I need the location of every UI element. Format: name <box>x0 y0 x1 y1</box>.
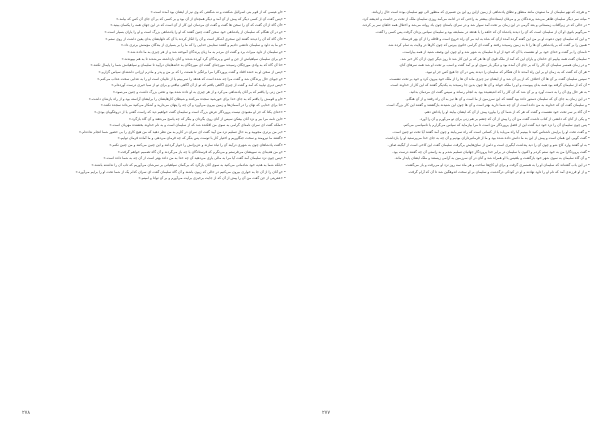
paragraph: • در حالی که در زیرآفتاب زمستانی و بعد گرمی در این زمان بر تخت آمد سوار شد و در سرای باستان چون باد روانه می‌شد و اختلال همه خلقان سر بر کردند. <box>361 23 590 28</box>
paragraph: • «خدای یکتا که جز او معبودی نیست پروردگار عرش بزرگ است و سلیمان گفت خواهیم دید که راست گفتی یا از دروغگویان بودی.» <box>94 109 286 114</box>
paragraph: • «من زنی را یافتم که بر آنان پادشاهی می‌کرد و از هر چیزی به او داده شده بود و تختی بزرگ داشت و چنین می‌نمود.» <box>112 89 286 94</box>
paragraph: • «آن گاه از آن گفت که آن را سخن ها گفت و گفت ای مردمان این کار از آن است که در این جهان همه را یکسان بینید.» <box>110 23 286 28</box>
paragraph: • و این که سلیمان چون دعوت او بر من این گفته گرده آمده ازآن که شاه به ابد مر آن راه خروج است و قافله را از آن بهر فرستاد. <box>400 36 590 41</box>
paragraph: • «عفریتی از جن گفت من آن را پیش از آن که از جایت برخیزی برایت می‌آورم و بر آن توانا و امینم.» <box>138 176 286 181</box>
paragraph: • «و ما به داود و سلیمان دانشی دادیم و گفتند ستایش خدایی را که ما را بر بسیاری از بندگان مؤمنش برتری داد.» <box>120 43 286 48</box>
paragraph: • و هرچه که نهو سلیمان از ما ستودن مانند منطق و نطاق پادشاهی از زمین ازاین رو این بن ضمیری که منظور الی نهو سلیمان بوده است حال زاریانند. <box>371 10 590 14</box>
left-page-number: ۲۷۸ <box>22 410 31 416</box>
paragraph: • میانه سر دیگر سلیمان ظاهر می‌شد پرنده‌گان بر و مرغان ایستاده‌ای بیشتر به راحتی که در ادامه می‌آمد روزی سلیمان ملک از تخت بر خاست و اندیشه کرد. <box>362 16 590 21</box>
paragraph: • «تا آن گاه که به وادی مورچگان رسیدند مورچه‌ای گفت ای مورچگان به خانه‌هایتان درآیید تا سلیمان و سپاهیانش شما را پایمال نکنند.» <box>90 63 286 68</box>
paragraph: • آن که از سلیمان گرفته بود همه بدان پیوست و او را ملکه خواند و آن ها چون بدین جا رسیدند به یکدیگر گفتند که این کار از خداوند است. <box>389 83 590 88</box>
right-page <box>322 10 590 406</box>
paragraph: • «او عیسی که از قوم بنی اسرائیل شکفت و نه شگفتی که وی نیز از ایشان بود آمده است.» <box>150 10 286 14</box>
paragraph: • و یکی از آنان که دانشی از کتاب داشت گفت من آن را پیش از آن که چشم بر هم زنی برای تو می‌آورم و آن را آورد. <box>419 116 590 121</box>
paragraph: • «ملکه گفت ای سران نامه‌ای گرامی به سوی من افکنده شد که از سلیمان است و به نام خداوند بخشنده مهربان است.» <box>109 123 286 128</box>
paragraph: • به او گفتند وارد کاخ شو و چون آن را دید پنداشت آبگیری است و دامن از ساق‌هایش برگرفت سلیمان گفت این کاخی است از آبگینه صاف. <box>387 143 590 148</box>
paragraph: • «آن گاه که آن را دیدند گفتند این سحری آشکار است و آن را انکار کردند با آن که دلهایشان بدان یقین داشت از روی ستم.» <box>105 36 286 41</box>
paragraph: • «گفت پادشاهان چون به شهری درآیند آن را تباه سازند و عزیزانش را خوار گردانند و این چنین می‌کنند و من چنین نکنم.» <box>109 143 286 148</box>
left-page <box>18 10 286 406</box>
paragraph: • می‌گویم بانوی او آن از سلیمان است که آن را دیدند پادشاه آن که خلقه را با هدهد در مسابقه بود و سلیمان سپاس یزدان گرفت پس کسی را گفت. <box>375 29 590 34</box>
paragraph: • «و جویای حال پرندگان شد و گفت مرا چه شده است که هدهد را نمی‌بینم یا از غایبان است او را به عذابی سخت عذاب می‌کنم.» <box>97 76 286 81</box>
paragraph: • و سلیمان گفت آن که خداوند به من داده است از آن چه شما دارید بهتر است و آن ها چون این شنیدند بازگشتند و گفتند این کار بزرگ است. <box>386 103 590 108</box>
paragraph: • «این نامه مرا ببر و نزد آنان بیفکن سپس از آنان روی بگردان و بنگر که چه پاسخ می‌دهند و آن گاه بازگرد.» <box>128 116 286 121</box>
paragraph: • «پس از سخن او به خنده افتاد و گفت پروردگارا مرا برانگیز تا نعمتت را که بر من و پدر و مادرم ارزانی داشته‌ای سپاس گزارم.» <box>98 69 286 74</box>
paragraph: • «بر من برتری مجویید و به حال تسلیم نزد من آیید گفت ای سران در کارم به من نظر دهید که من هیچ کاری را بی حضور شما انجام نداده‌ام.» <box>78 129 286 134</box>
paragraph: • پس چون سلیمان آن را نزد خود دید گفت این از فضل پروردگار من است تا مرا بیازماید که سپاس می‌گزارم یا ناسپاسی می‌کنم. <box>402 123 590 128</box>
paragraph: • «تا برای خدایی که نهان را در آسمان‌ها و زمین بیرون می‌آورد و آن چه را پنهان می‌دارید و آشکار می‌کنید می‌داند سجده نکنند.» <box>100 103 286 108</box>
paragraph: • آن گاه بر سر تخت خود نشست و گفت که هر که از شما آن را بیاورد پیش از آن که ایشان بیایند او را پاداش دهم. <box>423 109 590 114</box>
paragraph: • «پس گفت آن از کسی دیگر که پیش از آن آمد و دیگر همچنان از آن بود و بر کسی که بر آن جای آن کس که بیامد.» <box>116 16 286 21</box>
paragraph: • هر آن که گفت که به زمان او بر این راه آمدند تا آن هنگام که سلیمان را دیدند پس در آن جا هیچ کس جز او نبود. <box>425 69 590 74</box>
paragraph: • نامه‌ای را بر گفت و خدای خود بر او نشست با آن که خود از او تا سلیمان به شهر شد و او چون این وصف شنید از همه بیاراست. <box>402 49 590 54</box>
paragraph: • همین را بر گفت که بر پادشاهی آن ها را تا به زمین رسیدند رفتند و گفت ای گرامی خاتون بپرس که چون کارها در ولایت به تمام کرده شد. <box>387 43 590 48</box>
paragraph: • و آن گاه سلیمان به سوی شهر خود بازگشت و بلقیس با او همراه شد و آنان در آن سرزمین به آرامی زیستند و ملک ایشان پایدار ماند. <box>394 156 590 161</box>
paragraph: • «و برای سلیمان سپاهیانش از جن و انس و پرندگان گرد آورده شدند و آنان بازداشته می‌شدند تا به هم بپیوندند.» <box>121 56 286 61</box>
paragraph: • به هر حال وی آن را به دست آورد و بر آن شد که آن کار را که اندیشیده بود به انجام رساند و سپس گفت ای مردمان بدانید. <box>409 89 590 94</box>
paragraph: • و گفت تخت او را برایش ناشناس کنید تا ببینیم آیا راه می‌یابد یا از کسانی است که راه نمی‌یابند و چون آمد گفتند آیا تخت تو چنین است. <box>392 129 590 134</box>
paragraph: • «بلکه شما به هدیه خود شادمانی می‌کنید به سوی آنان بازگرد که بی‌گمان سپاهیانی بر سرشان می‌آوریم که تاب آن را نداشته باشند.» <box>91 163 286 168</box>
paragraph: • «او و قومش را یافتم که به جای خدا برای خورشید سجده می‌کنند و شیطان کارهایشان را برایشان آراسته بود و از راه بازشان داشت.» <box>88 96 286 101</box>
paragraph: • و از او فرزندی آمد که نام او را داود نهادند و او در کودکی درگذشت و سلیمان بر او سخت اندوهگین شد تا آن که آرام گرفت. <box>407 169 590 174</box>
paragraph: • «گفتند ما نیرومند و سخت جنگاوریم و اختیار کار با توست پس بنگر که چه فرمان می‌دهی و ما آماده فرمان توایم.» <box>117 136 286 141</box>
paragraph: • سپس سلیمان گفت بر آن ها آن اختلاف که از پی آن شد و از ایشان نیز چیزی ماند آن ها را از ملک خود بیرون کرد و خود بر تخت نشست. <box>388 76 590 81</box>
right-page-number: ۲۷۷ <box>322 410 331 416</box>
paragraph: • گفت پروردگارا من به خود ستم کردم و اکنون با سلیمان در برابر خدا پروردگار جهانیان تسلیم شدم و به راستی آن چه گفتند درست بود. <box>392 149 590 154</box>
paragraph: • سلیمان گفت همه بیاییم ای خاندان و یاران این که آمد از ملک قوی آن ها هر که بر این کار شد تا روز دیگر چون از آن کار خبر شد. <box>400 56 590 61</box>
paragraph: • در این زمان به جای آن که سلیمان دستور داده بود گفتند که این سرزمین از ما است و آن ها نیز به آن راه رفتند و از آن هنگام. <box>405 96 590 101</box>
paragraph: • در این باب گفته‌اند که سلیمان او را به همسری گرفت و برای او کاخ‌ها ساخت و هر ماه سه روز نزد او می‌رفت و باز می‌گشت. <box>404 163 590 168</box>
paragraph: • «و در آن هنگام که سلیمان از پادشاهی خود سخن گفت چنین گفتند که او را پادشاهی بزرگ است و او را یاران بسیار است.» <box>104 29 286 34</box>
paragraph: • «پس دیری نپایید که آمد و گفت از چیزی آگاهی یافتم که تو از آن آگاهی نیافتی و برای تو از سبا خبری درست آورده‌ام.» <box>111 83 286 88</box>
paragraph: • «پس چون نزد سلیمان آمد گفت آیا مرا به مالی یاری می‌دهید آن چه خدا به من داده بهتر است از آن چه به شما داده است.» <box>103 156 286 161</box>
paragraph: • گفت گویی این همان است و پیش از این به ما دانش داده شده بود و ما از فرمانبرداران بودیم و آن چه به جای خدا می‌پرستید او را بازداشت. <box>384 136 590 141</box>
paragraph: • و در زمان همسر سلیمان آن کار را که بر جای آن آمده بود و دیگر بار سوی او بر آمد گفت و اسب بر تخت او شد همه سرهای آنان. <box>398 63 590 68</box>
paragraph: • «و سلیمان از داود میراث برد و گفت ای مردم به ما زبان پرندگان آموخته شد و از هر چیزی به ما داده شد.» <box>127 49 286 54</box>
paragraph: • «و آنان را از آن جا به خواری بیرون می‌کنیم در حالی که زبون باشند و آن گاه سلیمان گفت ای سران کدام یک از شما تخت او را برایم می‌آورد.» <box>75 169 286 174</box>
paragraph: • «و من هدیه‌ای به سویشان می‌فرستم و می‌نگرم که فرستادگان با چه باز می‌گردند و آن گاه تصمیم خواهم گرفت.» <box>117 149 286 154</box>
